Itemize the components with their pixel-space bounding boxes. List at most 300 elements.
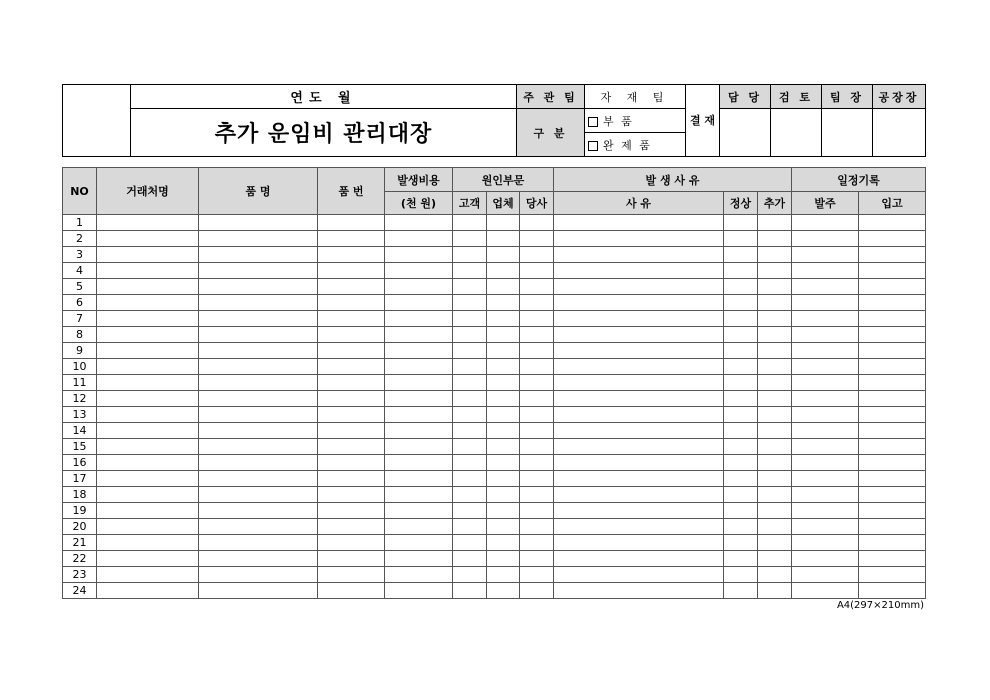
cell-reason[interactable] <box>554 455 724 471</box>
cell-order[interactable] <box>792 583 859 599</box>
cell-cost[interactable] <box>385 407 453 423</box>
cell-normal[interactable] <box>724 439 758 455</box>
cell-cause-vendor[interactable] <box>487 375 520 391</box>
cell-cause-customer[interactable] <box>453 327 487 343</box>
cell-vendor[interactable] <box>97 311 199 327</box>
sign-team-lead[interactable] <box>822 109 873 157</box>
cell-vendor[interactable] <box>97 455 199 471</box>
cell-order[interactable] <box>792 391 859 407</box>
cell-normal[interactable] <box>724 359 758 375</box>
cell-item-name[interactable] <box>199 503 318 519</box>
cell-item-no[interactable] <box>318 455 385 471</box>
cell-item-no[interactable] <box>318 487 385 503</box>
cell-order[interactable] <box>792 327 859 343</box>
cell-reason[interactable] <box>554 295 724 311</box>
cell-normal[interactable] <box>724 471 758 487</box>
cell-additional[interactable] <box>758 455 792 471</box>
cell-reason[interactable] <box>554 535 724 551</box>
cell-cause-customer[interactable] <box>453 263 487 279</box>
cell-cause-customer[interactable] <box>453 343 487 359</box>
cell-cause-customer[interactable] <box>453 471 487 487</box>
cell-cost[interactable] <box>385 231 453 247</box>
cell-item-no[interactable] <box>318 327 385 343</box>
cell-cost[interactable] <box>385 311 453 327</box>
cell-cause-vendor[interactable] <box>487 551 520 567</box>
cell-reason[interactable] <box>554 551 724 567</box>
cell-item-no[interactable] <box>318 567 385 583</box>
cell-order[interactable] <box>792 311 859 327</box>
cell-cause-vendor[interactable] <box>487 327 520 343</box>
cell-vendor[interactable] <box>97 359 199 375</box>
cell-cause-vendor[interactable] <box>487 263 520 279</box>
cell-additional[interactable] <box>758 535 792 551</box>
checkbox-finished[interactable] <box>588 141 598 151</box>
cell-normal[interactable] <box>724 375 758 391</box>
cell-cost[interactable] <box>385 519 453 535</box>
cell-reason[interactable] <box>554 359 724 375</box>
cell-item-name[interactable] <box>199 215 318 231</box>
col-cause-group: 원인부문 <box>453 168 554 192</box>
cell-normal[interactable] <box>724 295 758 311</box>
cell-reason[interactable] <box>554 583 724 599</box>
cell-cause-vendor[interactable] <box>487 311 520 327</box>
cell-receipt[interactable] <box>859 407 926 423</box>
cell-cause-vendor[interactable] <box>487 247 520 263</box>
cell-cost[interactable] <box>385 487 453 503</box>
cell-cause-vendor[interactable] <box>487 439 520 455</box>
cell-order[interactable] <box>792 279 859 295</box>
cell-item-no[interactable] <box>318 279 385 295</box>
cell-cause-vendor[interactable] <box>487 343 520 359</box>
cell-cause-company[interactable] <box>520 535 554 551</box>
approver-staff: 담 당 <box>720 85 771 109</box>
cell-item-name[interactable] <box>199 439 318 455</box>
cell-reason[interactable] <box>554 503 724 519</box>
cell-item-name[interactable] <box>199 423 318 439</box>
cell-normal[interactable] <box>724 535 758 551</box>
cell-cause-vendor[interactable] <box>487 519 520 535</box>
cell-cost[interactable] <box>385 567 453 583</box>
cell-vendor[interactable] <box>97 503 199 519</box>
cell-order[interactable] <box>792 263 859 279</box>
cell-cause-vendor[interactable] <box>487 455 520 471</box>
cell-cost[interactable] <box>385 535 453 551</box>
cell-normal[interactable] <box>724 519 758 535</box>
cell-additional[interactable] <box>758 583 792 599</box>
cell-item-name[interactable] <box>199 455 318 471</box>
cell-cause-customer[interactable] <box>453 279 487 295</box>
cell-item-name[interactable] <box>199 359 318 375</box>
cell-receipt[interactable] <box>859 567 926 583</box>
cell-vendor[interactable] <box>97 391 199 407</box>
cell-item-name[interactable] <box>199 535 318 551</box>
cell-normal[interactable] <box>724 311 758 327</box>
cell-item-no[interactable] <box>318 359 385 375</box>
cell-vendor[interactable] <box>97 295 199 311</box>
cell-normal[interactable] <box>724 215 758 231</box>
cell-cause-company[interactable] <box>520 247 554 263</box>
cell-additional[interactable] <box>758 231 792 247</box>
cell-item-name[interactable] <box>199 487 318 503</box>
cell-cause-company[interactable] <box>520 231 554 247</box>
cell-vendor[interactable] <box>97 375 199 391</box>
cell-cause-customer[interactable] <box>453 295 487 311</box>
cell-cause-customer[interactable] <box>453 567 487 583</box>
cell-vendor[interactable] <box>97 279 199 295</box>
cell-order[interactable] <box>792 519 859 535</box>
cell-normal[interactable] <box>724 487 758 503</box>
cell-item-name[interactable] <box>199 279 318 295</box>
cell-additional[interactable] <box>758 375 792 391</box>
cell-item-name[interactable] <box>199 567 318 583</box>
cell-item-no[interactable] <box>318 503 385 519</box>
cell-vendor[interactable] <box>97 487 199 503</box>
cell-vendor[interactable] <box>97 423 199 439</box>
cell-normal[interactable] <box>724 391 758 407</box>
cell-normal[interactable] <box>724 551 758 567</box>
cell-reason[interactable] <box>554 519 724 535</box>
cell-item-no[interactable] <box>318 375 385 391</box>
cell-cost[interactable] <box>385 247 453 263</box>
cell-cause-customer[interactable] <box>453 375 487 391</box>
cell-vendor[interactable] <box>97 439 199 455</box>
cell-reason[interactable] <box>554 375 724 391</box>
cell-normal[interactable] <box>724 263 758 279</box>
cell-cause-company[interactable] <box>520 455 554 471</box>
cell-cost[interactable] <box>385 455 453 471</box>
cell-vendor[interactable] <box>97 551 199 567</box>
cell-cost[interactable] <box>385 215 453 231</box>
cell-order[interactable] <box>792 551 859 567</box>
cell-order[interactable] <box>792 487 859 503</box>
cell-cost[interactable] <box>385 583 453 599</box>
cell-cause-vendor[interactable] <box>487 295 520 311</box>
cell-cause-company[interactable] <box>520 311 554 327</box>
cell-reason[interactable] <box>554 279 724 295</box>
cell-additional[interactable] <box>758 487 792 503</box>
checkbox-parts[interactable] <box>588 117 598 127</box>
cell-reason[interactable] <box>554 567 724 583</box>
cell-order[interactable] <box>792 231 859 247</box>
sign-staff[interactable] <box>720 109 771 157</box>
cell-item-no[interactable] <box>318 343 385 359</box>
cell-item-no[interactable] <box>318 263 385 279</box>
cell-cost[interactable] <box>385 439 453 455</box>
cell-reason[interactable] <box>554 327 724 343</box>
cell-cause-customer[interactable] <box>453 583 487 599</box>
cell-item-name[interactable] <box>199 327 318 343</box>
cell-normal[interactable] <box>724 423 758 439</box>
cell-additional[interactable] <box>758 295 792 311</box>
cell-cause-customer[interactable] <box>453 215 487 231</box>
cell-vendor[interactable] <box>97 583 199 599</box>
cell-cause-vendor[interactable] <box>487 231 520 247</box>
cell-cause-customer[interactable] <box>453 519 487 535</box>
cell-item-no[interactable] <box>318 551 385 567</box>
cell-cause-vendor[interactable] <box>487 471 520 487</box>
cell-cause-customer[interactable] <box>453 407 487 423</box>
cell-cause-vendor[interactable] <box>487 535 520 551</box>
cell-receipt[interactable] <box>859 231 926 247</box>
cell-cause-vendor[interactable] <box>487 503 520 519</box>
cell-reason[interactable] <box>554 471 724 487</box>
cell-order[interactable] <box>792 455 859 471</box>
cell-cost[interactable] <box>385 263 453 279</box>
cell-additional[interactable] <box>758 215 792 231</box>
cell-cause-vendor[interactable] <box>487 359 520 375</box>
cell-receipt[interactable] <box>859 551 926 567</box>
cell-cause-vendor[interactable] <box>487 279 520 295</box>
cell-receipt[interactable] <box>859 503 926 519</box>
cell-normal[interactable] <box>724 343 758 359</box>
cell-order[interactable] <box>792 359 859 375</box>
cell-cause-customer[interactable] <box>453 487 487 503</box>
cell-order[interactable] <box>792 439 859 455</box>
cell-cause-company[interactable] <box>520 439 554 455</box>
cell-item-no[interactable] <box>318 231 385 247</box>
cell-cost[interactable] <box>385 471 453 487</box>
cell-additional[interactable] <box>758 519 792 535</box>
cell-cause-company[interactable] <box>520 519 554 535</box>
cell-cause-customer[interactable] <box>453 503 487 519</box>
cell-additional[interactable] <box>758 311 792 327</box>
cell-receipt[interactable] <box>859 471 926 487</box>
cell-cause-vendor[interactable] <box>487 407 520 423</box>
cell-cause-company[interactable] <box>520 423 554 439</box>
cell-reason[interactable] <box>554 311 724 327</box>
cell-normal[interactable] <box>724 407 758 423</box>
cell-vendor[interactable] <box>97 567 199 583</box>
cell-normal[interactable] <box>724 327 758 343</box>
cell-cause-vendor[interactable] <box>487 215 520 231</box>
cell-additional[interactable] <box>758 503 792 519</box>
cell-receipt[interactable] <box>859 263 926 279</box>
cell-cause-customer[interactable] <box>453 535 487 551</box>
cell-cost[interactable] <box>385 359 453 375</box>
cell-cost[interactable] <box>385 279 453 295</box>
cell-reason[interactable] <box>554 487 724 503</box>
cell-item-name[interactable] <box>199 311 318 327</box>
cell-vendor[interactable] <box>97 263 199 279</box>
cell-cause-vendor[interactable] <box>487 487 520 503</box>
cell-reason[interactable] <box>554 439 724 455</box>
cell-item-name[interactable] <box>199 375 318 391</box>
cell-cause-vendor[interactable] <box>487 423 520 439</box>
cell-reason[interactable] <box>554 423 724 439</box>
cell-cost[interactable] <box>385 327 453 343</box>
cell-order[interactable] <box>792 215 859 231</box>
cell-item-name[interactable] <box>199 519 318 535</box>
option-parts[interactable]: 부 품 <box>585 109 686 133</box>
cell-cause-company[interactable] <box>520 263 554 279</box>
sign-review[interactable] <box>771 109 822 157</box>
cell-cause-company[interactable] <box>520 471 554 487</box>
cell-cause-company[interactable] <box>520 215 554 231</box>
cell-item-name[interactable] <box>199 583 318 599</box>
cell-order[interactable] <box>792 471 859 487</box>
cell-receipt[interactable] <box>859 375 926 391</box>
cell-additional[interactable] <box>758 391 792 407</box>
cell-item-no[interactable] <box>318 311 385 327</box>
cell-order[interactable] <box>792 423 859 439</box>
cell-cost[interactable] <box>385 295 453 311</box>
cell-vendor[interactable] <box>97 247 199 263</box>
cell-item-name[interactable] <box>199 231 318 247</box>
cell-receipt[interactable] <box>859 439 926 455</box>
cell-additional[interactable] <box>758 327 792 343</box>
cell-cost[interactable] <box>385 503 453 519</box>
cell-cause-company[interactable] <box>520 503 554 519</box>
cell-cause-vendor[interactable] <box>487 567 520 583</box>
cell-cause-company[interactable] <box>520 375 554 391</box>
cell-cause-customer[interactable] <box>453 391 487 407</box>
cell-additional[interactable] <box>758 471 792 487</box>
cell-cause-customer[interactable] <box>453 311 487 327</box>
cell-receipt[interactable] <box>859 311 926 327</box>
cell-receipt[interactable] <box>859 279 926 295</box>
cell-receipt[interactable] <box>859 455 926 471</box>
cell-vendor[interactable] <box>97 519 199 535</box>
cell-reason[interactable] <box>554 247 724 263</box>
cell-reason[interactable] <box>554 343 724 359</box>
cell-order[interactable] <box>792 247 859 263</box>
cell-reason[interactable] <box>554 391 724 407</box>
cell-item-name[interactable] <box>199 551 318 567</box>
cell-cause-company[interactable] <box>520 295 554 311</box>
cell-vendor[interactable] <box>97 231 199 247</box>
cell-order[interactable] <box>792 407 859 423</box>
cell-vendor[interactable] <box>97 343 199 359</box>
cell-item-name[interactable] <box>199 295 318 311</box>
cell-receipt[interactable] <box>859 215 926 231</box>
cell-cost[interactable] <box>385 343 453 359</box>
cell-item-no[interactable] <box>318 471 385 487</box>
period-label[interactable]: 연도 월 <box>131 85 517 109</box>
cell-receipt[interactable] <box>859 247 926 263</box>
cell-item-name[interactable] <box>199 263 318 279</box>
cell-normal[interactable] <box>724 231 758 247</box>
cell-item-name[interactable] <box>199 391 318 407</box>
cell-reason[interactable] <box>554 407 724 423</box>
cell-normal[interactable] <box>724 247 758 263</box>
cell-cause-company[interactable] <box>520 551 554 567</box>
cell-vendor[interactable] <box>97 535 199 551</box>
cell-vendor[interactable] <box>97 407 199 423</box>
cell-order[interactable] <box>792 567 859 583</box>
cell-reason[interactable] <box>554 215 724 231</box>
cell-cause-customer[interactable] <box>453 359 487 375</box>
cell-cause-vendor[interactable] <box>487 391 520 407</box>
cell-item-no[interactable] <box>318 407 385 423</box>
cell-order[interactable] <box>792 375 859 391</box>
cell-cause-company[interactable] <box>520 487 554 503</box>
cell-additional[interactable] <box>758 263 792 279</box>
cell-cause-company[interactable] <box>520 583 554 599</box>
cell-receipt[interactable] <box>859 343 926 359</box>
cell-cause-company[interactable] <box>520 327 554 343</box>
cell-item-no[interactable] <box>318 247 385 263</box>
cell-cause-company[interactable] <box>520 359 554 375</box>
cell-cause-customer[interactable] <box>453 455 487 471</box>
cell-additional[interactable] <box>758 343 792 359</box>
cell-additional[interactable] <box>758 407 792 423</box>
cell-additional[interactable] <box>758 423 792 439</box>
cell-normal[interactable] <box>724 455 758 471</box>
cell-receipt[interactable] <box>859 583 926 599</box>
cell-cause-company[interactable] <box>520 567 554 583</box>
cell-item-no[interactable] <box>318 215 385 231</box>
cell-item-no[interactable] <box>318 423 385 439</box>
cell-cost[interactable] <box>385 423 453 439</box>
cell-cause-customer[interactable] <box>453 247 487 263</box>
cell-cause-company[interactable] <box>520 407 554 423</box>
cell-cause-vendor[interactable] <box>487 583 520 599</box>
cell-receipt[interactable] <box>859 359 926 375</box>
cell-receipt[interactable] <box>859 487 926 503</box>
cell-order[interactable] <box>792 535 859 551</box>
cell-receipt[interactable] <box>859 423 926 439</box>
cell-additional[interactable] <box>758 567 792 583</box>
cell-cause-company[interactable] <box>520 391 554 407</box>
cell-normal[interactable] <box>724 583 758 599</box>
cell-cause-company[interactable] <box>520 343 554 359</box>
cell-cost[interactable] <box>385 391 453 407</box>
cell-cause-customer[interactable] <box>453 551 487 567</box>
cell-order[interactable] <box>792 343 859 359</box>
cell-cost[interactable] <box>385 551 453 567</box>
cell-receipt[interactable] <box>859 327 926 343</box>
cell-additional[interactable] <box>758 279 792 295</box>
cell-normal[interactable] <box>724 503 758 519</box>
cell-order[interactable] <box>792 295 859 311</box>
cell-item-no[interactable] <box>318 583 385 599</box>
cell-additional[interactable] <box>758 247 792 263</box>
cell-order[interactable] <box>792 503 859 519</box>
cell-normal[interactable] <box>724 567 758 583</box>
cell-item-name[interactable] <box>199 343 318 359</box>
cell-item-name[interactable] <box>199 471 318 487</box>
cell-normal[interactable] <box>724 279 758 295</box>
cell-receipt[interactable] <box>859 295 926 311</box>
cell-item-name[interactable] <box>199 247 318 263</box>
cell-receipt[interactable] <box>859 391 926 407</box>
cell-item-name[interactable] <box>199 407 318 423</box>
cell-reason[interactable] <box>554 263 724 279</box>
cell-cost[interactable] <box>385 375 453 391</box>
cell-additional[interactable] <box>758 439 792 455</box>
cell-vendor[interactable] <box>97 215 199 231</box>
cell-cause-customer[interactable] <box>453 231 487 247</box>
sign-plant-manager[interactable] <box>873 109 926 157</box>
cell-item-no[interactable] <box>318 295 385 311</box>
cell-reason[interactable] <box>554 231 724 247</box>
cell-item-no[interactable] <box>318 535 385 551</box>
cell-item-no[interactable] <box>318 391 385 407</box>
manager-value[interactable]: 자 재 팀 <box>585 85 686 109</box>
cell-item-no[interactable] <box>318 519 385 535</box>
option-finished[interactable]: 완 제 품 <box>585 133 686 157</box>
cell-additional[interactable] <box>758 359 792 375</box>
cell-vendor[interactable] <box>97 471 199 487</box>
cell-cause-customer[interactable] <box>453 439 487 455</box>
cell-vendor[interactable] <box>97 327 199 343</box>
cell-receipt[interactable] <box>859 519 926 535</box>
cell-cause-customer[interactable] <box>453 423 487 439</box>
cell-additional[interactable] <box>758 551 792 567</box>
cell-cause-company[interactable] <box>520 279 554 295</box>
cell-item-no[interactable] <box>318 439 385 455</box>
cell-receipt[interactable] <box>859 535 926 551</box>
